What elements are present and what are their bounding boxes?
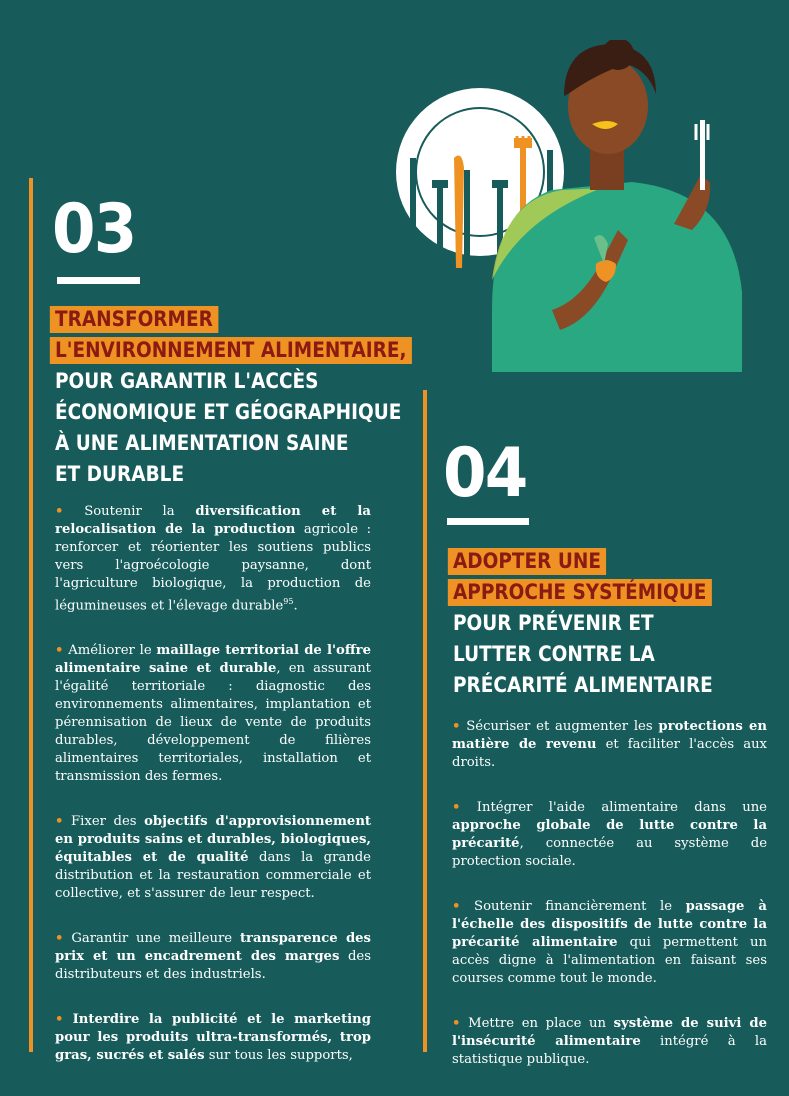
- section-4-heading-highlight-1: ADOPTER UNE: [448, 548, 606, 575]
- bullet-icon: •: [452, 719, 461, 734]
- section-3-measure: • Améliorer le maillage territorial de l'offre alimentaire saine et durable, en assurant l'égalité territoriale : diagnostic des environnements alimentaires, implantation et pérennisation de lieux de vente de produits durables, développement de filières alimentaires territoriales, installation et transmission des fermes.: [55, 643, 371, 785]
- section-3-measure: • Garantir une meilleure transparence des prix et un encadrement des marges des distributeurs et des industriels.: [55, 931, 371, 983]
- section-4-heading-highlight-2: APPROCHE SYSTÉMIQUE: [448, 579, 712, 606]
- section-3-heading-line-2: ÉCONOMIQUE ET GÉOGRAPHIQUE: [55, 400, 402, 425]
- bullet-icon: •: [55, 814, 64, 830]
- section-3-accent-line: [29, 178, 33, 1052]
- section-3-heading: [55, 304, 470, 490]
- section-4-heading-line-1: POUR PRÉVENIR ET: [453, 611, 654, 636]
- section-3-measure: • Fixer des objectifs d'approvisionnement en produits sains et durables, biologiques, équitables et de qualité dans la grande distribution et la restauration commerciale et collective, et s'assurer de leur respect.: [55, 814, 371, 902]
- section-4-measures: [452, 718, 767, 1096]
- bullet-icon: •: [452, 899, 461, 914]
- section-3-measures: [55, 503, 371, 1092]
- section-3-heading-line-1: POUR GARANTIR L'ACCÈS: [55, 369, 319, 394]
- section-4-accent-line: [423, 390, 427, 1052]
- bullet-icon: •: [452, 800, 461, 815]
- section-3-heading-line-3: À UNE ALIMENTATION SAINE: [55, 431, 349, 456]
- bullet-icon: •: [55, 931, 64, 947]
- section-3-number-underline: [57, 277, 140, 284]
- bullet-icon: •: [55, 1012, 64, 1028]
- section-3-number: 03: [52, 190, 136, 269]
- section-4-measure: • Sécuriser et augmenter les protections en matière de revenu et faciliter l'accès aux droits.: [452, 719, 767, 770]
- bullet-icon: •: [452, 1016, 461, 1031]
- section-4-heading-line-2: LUTTER CONTRE LA: [453, 642, 655, 667]
- bullet-icon: •: [55, 504, 64, 519]
- section-4-heading: [453, 546, 755, 701]
- section-3-measure: • Interdire la publicité et le marketing pour les produits ultra-transformés, trop gras, sucrés et salés sur tous les supports,: [55, 1012, 371, 1064]
- section-3-measure: • Soutenir la diversification et la relocalisation de la production agricole : renforcer et réorienter les soutiens publics vers l'agroécologie paysanne, dont l'agriculture biologique, la production de légumineuses et l'élevage durable$^{95}$.: [55, 504, 372, 614]
- section-4-measure: • Intégrer l'aide alimentaire dans une approche globale de lutte contre la précarité, connectée au système de protection sociale.: [452, 800, 767, 869]
- section-4-number-underline: [447, 518, 529, 525]
- section-3-heading-highlight-1: TRANSFORMER: [50, 306, 218, 333]
- section-4-measure: • Mettre en place un système de suivi de l'insécurité alimentaire intégré à la statistique publique.: [452, 1016, 767, 1067]
- section-3-heading-highlight-2: L'ENVIRONNEMENT ALIMENTAIRE,: [50, 337, 412, 364]
- section-4-measure: • Soutenir financièrement le passage à l'échelle des dispositifs de lutte contre la précarité alimentaire qui permettent un accès digne à l'alimentation en faisant ses courses comme tout le monde.: [452, 899, 767, 986]
- section-4-heading-line-3: PRÉCARITÉ ALIMENTAIRE: [453, 673, 713, 698]
- section-3-heading-line-4: ET DURABLE: [55, 462, 185, 487]
- section-4-number: 04: [443, 434, 527, 513]
- bullet-icon: •: [55, 643, 64, 659]
